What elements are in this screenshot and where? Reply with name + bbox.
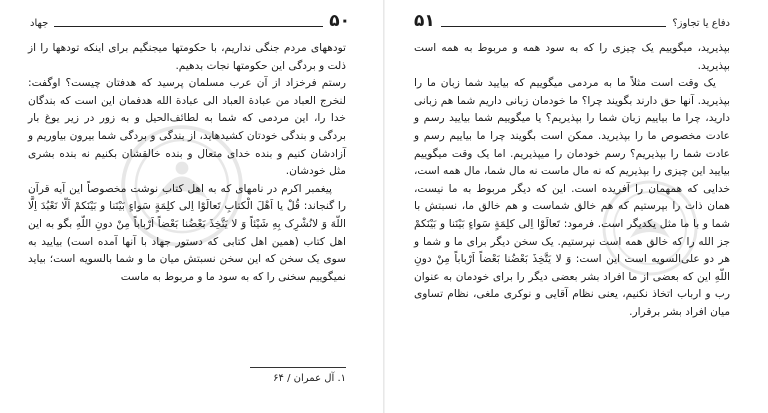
right-header-rule bbox=[441, 26, 667, 27]
left-page-header bbox=[30, 9, 350, 31]
left-footnote: ۱. آل عمران / ۶۴ bbox=[273, 373, 346, 384]
right-page-header bbox=[414, 9, 730, 31]
left-paragraph-1: تودههای مردم جنگی نداریم، با حکومتها میجنگیم برای اینکه تودهها را از ذلت و بردگی این حکومتها نجات بدهیم. bbox=[28, 42, 346, 72]
footnote-rule bbox=[250, 367, 346, 368]
right-page-number: ۵۱ bbox=[414, 11, 435, 31]
left-paragraph-3: پیغمبر اکرم در نامهای که به اهل کتاب نوشت مخصوصاً این آیه قرآن را گنجاند: قُلْ یا اَهْلَ الْکتابِ تَعالَوْا اِلی کلِمَةٍ سَواءٍ بَیْنَنا و بَیْنَکمْ اَلّا نَعْبُدَ اِلَّا اللّهَ وَ لانُشْرِک بِهِ شَیْئاً وَ لا یَتَّخِذَ بَعْضُنا بَعْضاً اَرْباباً مِنْ دونِ اللّهِ بگو به این اهل کتاب (همین اهل کتابی که دستور جهاد با آنها آمده است) بیایید به سوی یک سخن که این سخن نسبتش میان ما و شما بالسویه است؛ بیاید نمیگوییم سخنی را که به سود ما و مربوط به ماست bbox=[28, 182, 346, 283]
left-paragraph-2: رستم فرخزاد از آن عرب مسلمان پرسید که هدفتان چیست؟ اوگفت: لنخرج العباد من عبادة العباد الی عبادة الله هدفمان این است که بندگان خدا را، این مردمی که شما به لطائف‌الحیل و به زور در زیر یوغ بار بردگی و بندگی خودتان کشیدهاید، از بندگی و بردگی شما بیرون بیاوریم و آزادشان کنیم و بنده خدای متعال و بنده خالقشان بکنیم نه بنده بشری مثل خودشان. bbox=[28, 77, 346, 178]
left-page-body bbox=[28, 40, 346, 286]
left-page-number: ۵۰ bbox=[329, 11, 350, 31]
right-running-title: دفاع یا تجاوز؟ bbox=[672, 18, 730, 29]
right-paragraph-2: یک وقت است مثلاً ما به مردمی میگوییم که بیایید شما زبان ما را بپذیرید. آنها حق دارند بگویند چرا؟ ما خودمان زبانی داریم شما هم زبانی دارید، چرا ما بیاییم زبان شما را بپذیریم؟ یا میگوییم شما بیایید رسم و عادت مخصوص ما را بپذیرید. ممکن است بگویند چرا ما بیاییم رسم و عادت شما را بپذیریم؟ رسم خودمان را میپذیریم. اما یک وقت میگوییم بیایید این چیزی را بپذیریم که نه مال ماست نه مال شما، مال همه است، خدایی که همهمان را آفریده است. این که دیگر مربوط به ما نیست، همان ذات را بپرستیم که هم خالق شماست و هم خالق ما، نسبتش با شما و با ما مثل یکدیگر است. فرمود: تَعالَوْا اِلی کلِمَةٍ سَواءٍ بَیْنَنا و بَیْنَکمْ جز الله را که خالق همه است نپرستیم. یک سخن دیگر برای ما و شما و هر دو علی‌السویه است این است: وَ لا یَتَّخِذَ بَعْضُنا بَعْضاً اَرْباباً مِنْ دونِ اللّهِ این که بعضی از ما افراد بشر بعضی دیگر را برای خودمان به عنوان رب و ارباب اتخاذ نکنیم، یعنی نظام آقایی و نوکری ملغی، نظام تساوی میان افراد بشر برقرار. bbox=[414, 77, 730, 318]
right-page-body bbox=[414, 40, 730, 322]
right-page bbox=[384, 0, 768, 413]
left-running-title: جهاد bbox=[30, 18, 49, 29]
left-header-rule bbox=[54, 26, 323, 27]
right-paragraph-1: بپذیرید، میگوییم یک چیزی را که به سود همه و مربوط به همه است بپذیرید. bbox=[414, 42, 730, 72]
